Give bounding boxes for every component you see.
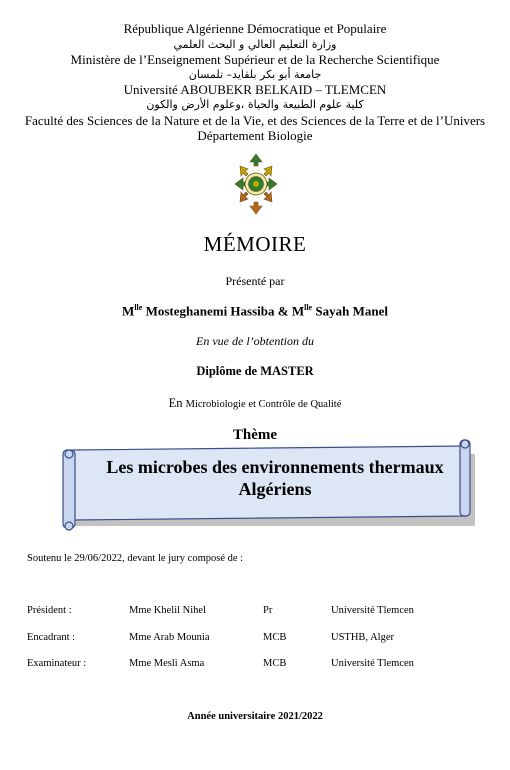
jury-name: Mme Arab Mounia bbox=[129, 632, 210, 643]
header-ministry: Ministère de l’Enseignement Supérieur et de la Recherche Scientifique bbox=[70, 52, 440, 67]
header-ministry-ar: وزارة التعليم العالي و البحث العلمي bbox=[173, 38, 337, 51]
jury-role: Examinateur : bbox=[27, 658, 87, 669]
jury-grade: MCB bbox=[263, 658, 287, 669]
author1-name: Mosteghanemi Hassiba & bbox=[142, 303, 292, 319]
jury-name: Mme Mesli Asma bbox=[129, 658, 205, 669]
author2-sup: lle bbox=[304, 303, 313, 312]
specialty-prefix: En bbox=[168, 396, 183, 410]
jury-grade: MCB bbox=[263, 632, 287, 643]
theme-title-line2: Algériens bbox=[238, 479, 312, 499]
jury-grade: Pr bbox=[263, 605, 273, 616]
document-title: MÉMOIRE bbox=[203, 232, 307, 256]
jury-role: Président : bbox=[27, 605, 72, 616]
header-university: Université ABOUBEKR BELKAID – TLEMCEN bbox=[123, 82, 387, 97]
jury-name: Mme Khelil Nihel bbox=[129, 605, 206, 616]
author1-sup: lle bbox=[134, 303, 143, 312]
jury-institution: Université Tlemcen bbox=[331, 605, 414, 616]
specialty-name: Microbiologie et Contrôle de Qualité bbox=[185, 399, 342, 410]
author2-name: Sayah Manel bbox=[312, 303, 388, 319]
theme-title-line1: Les microbes des environnements thermaux bbox=[106, 457, 444, 477]
header-university-ar: جامعة أبو بكر بلقايد– تلمسان bbox=[188, 68, 322, 81]
diploma-line: Diplôme de MASTER bbox=[196, 364, 314, 378]
author2-prefix: M bbox=[291, 303, 305, 319]
jury-institution: Université Tlemcen bbox=[331, 658, 414, 669]
purpose-line: En vue de l’obtention du bbox=[196, 334, 314, 348]
theme-label: Thème bbox=[232, 427, 278, 443]
author1-prefix: M bbox=[122, 303, 135, 319]
header-republic: République Algérienne Démocratique et Populaire bbox=[123, 21, 387, 36]
header-faculty-ar: كلية علوم الطبيعة والحياة ،وعلوم الأرض والكون bbox=[146, 98, 364, 111]
jury-institution: USTHB, Alger bbox=[331, 632, 394, 643]
academic-year: Année universitaire 2021/2022 bbox=[187, 711, 323, 722]
defense-line: Soutenu le 29/06/2022, devant le jury composé de : bbox=[27, 553, 244, 564]
jury-role: Encadrant : bbox=[27, 632, 76, 643]
presented-by: Présenté par bbox=[225, 274, 285, 288]
header-faculty: Faculté des Sciences de la Nature et de la Vie, et des Sciences de la Terre et de l’Univers bbox=[24, 113, 486, 128]
header-department: Département Biologie bbox=[197, 128, 313, 143]
